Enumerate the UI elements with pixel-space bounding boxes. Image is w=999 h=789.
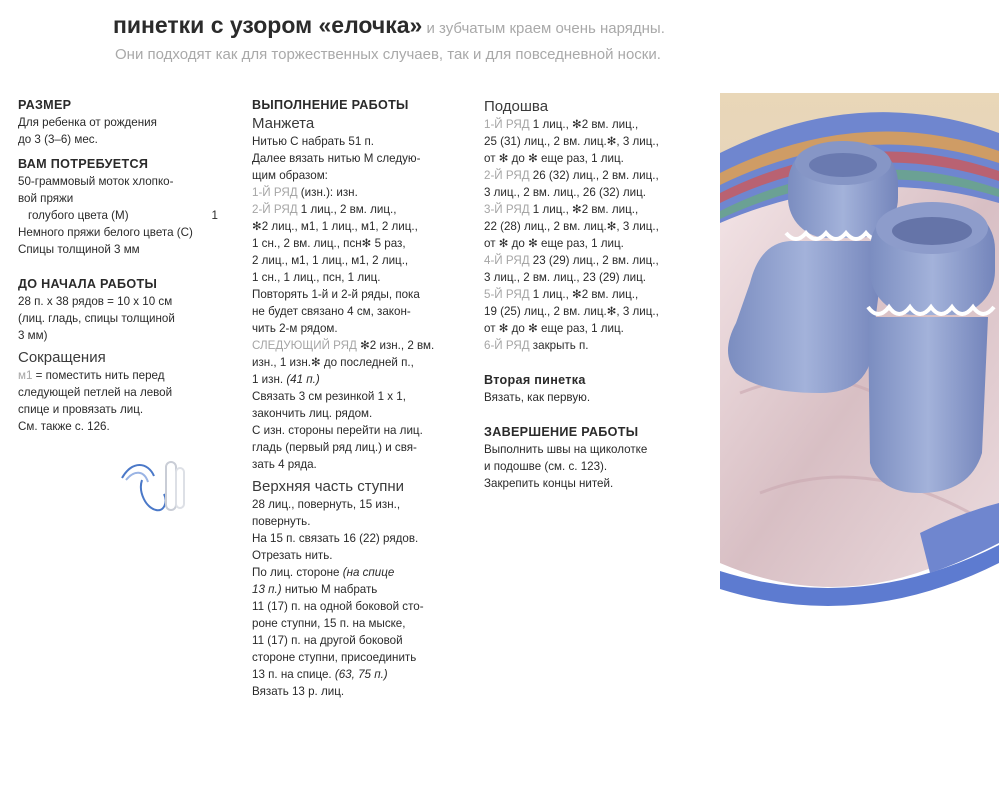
- work-heading: ВЫПОЛНЕНИЕ РАБОТЫ: [252, 98, 409, 112]
- instruction-line: 4-Й РЯД 23 (29) лиц., 2 вм. лиц.,: [484, 254, 659, 267]
- yarn-quantity: 1: [211, 209, 218, 222]
- instruction-line: 3 лиц., 2 вм. лиц., 23 (29) лиц.: [484, 271, 646, 284]
- instruction-line: гладь (первый ряд лиц.) и свя-: [252, 441, 417, 454]
- instruction-line: стороне ступни, присоединить: [252, 651, 417, 664]
- instruction-line: зать 4 ряда.: [252, 458, 317, 471]
- instruction-line: С изн. стороны перейти на лиц.: [252, 424, 423, 437]
- instruction-line: 1-Й РЯД (изн.): изн.: [252, 186, 358, 199]
- instruction-line: чить 2-м рядом.: [252, 322, 338, 335]
- materials-line: Немного пряжи белого цвета (С): [18, 226, 193, 239]
- instruction-line: Связать 3 см резинкой 1 х 1,: [252, 390, 406, 403]
- row-label: 2-Й РЯД: [484, 169, 530, 182]
- instruction-line: Выполнить швы на щиколотке: [484, 443, 648, 456]
- instruction-line: роне ступни, 15 п. на мыске,: [252, 617, 406, 630]
- instruction-line: 19 (25) лиц., 2 вм. лиц.✻, 3 лиц.,: [484, 305, 659, 318]
- row-label: 2-Й РЯД: [252, 203, 298, 216]
- materials-heading: ВАМ ПОТРЕБУЕТСЯ: [18, 157, 149, 171]
- gauge-line: (лиц. гладь, спицы толщиной: [18, 312, 175, 325]
- yarn-color-label: голубого цвета (М): [28, 209, 129, 222]
- materials-line: 50-граммовый моток хлопко-: [18, 175, 174, 188]
- instruction-line: 2-Й РЯД 1 лиц., 2 вм. лиц.,: [252, 203, 397, 216]
- row-label: СЛЕДУЮЩИЙ РЯД: [252, 339, 357, 352]
- abbreviation-line: следующей петлей на левой: [18, 386, 173, 399]
- size-line: до 3 (3–6) мес.: [18, 133, 98, 146]
- abbreviation-line: [18, 367, 240, 384]
- title-main: пинетки с узором «елочка»: [113, 12, 423, 38]
- stitch-count: (63, 75 п.): [334, 668, 388, 681]
- instruction-line: 11 (17) п. на одной боковой сто-: [252, 600, 424, 613]
- instruction-line: от ✻ до ✻ еще раз, 1 лиц.: [484, 322, 624, 335]
- instruction-line: 1 сн., 2 вм. лиц., псн✻ 5 раз,: [252, 237, 406, 250]
- page-subtitle: Они подходят как для торжественных случаев, так и для повседневной носки.: [115, 46, 661, 63]
- instruction-line: 25 (31) лиц., 2 вм. лиц.✻, 3 лиц.,: [484, 135, 659, 148]
- instep-heading: Верхняя часть ступни: [252, 478, 405, 495]
- instruction-line: 6-Й РЯД закрыть п.: [484, 339, 589, 352]
- instruction-line: Отрезать нить.: [252, 549, 333, 562]
- sole-heading: Подошва: [484, 98, 549, 115]
- materials-line: Спицы толщиной 3 мм: [18, 243, 140, 256]
- abbreviations-heading: Сокращения: [18, 349, 106, 366]
- cuff-heading: Манжета: [252, 115, 315, 132]
- abbreviation-line: спице и провязать лиц.: [18, 403, 144, 416]
- title-continuation: и зубчатым краем очень нарядны.: [422, 20, 665, 37]
- gauge-line: 28 п. х 38 рядов = 10 х 10 см: [18, 295, 173, 308]
- stitch-count: (41 п.): [286, 373, 320, 386]
- row-label: 1-Й РЯД: [252, 186, 298, 199]
- instruction-line: Вязать 13 р. лиц.: [252, 685, 345, 698]
- instruction-line: повернуть.: [252, 515, 311, 528]
- instruction-line: Далее вязать нитью М следую-: [252, 152, 421, 165]
- instruction-line: 13 п. на спице. (63, 75 п.): [252, 668, 388, 681]
- instruction-line: 5-Й РЯД 1 лиц., ✻2 вм. лиц.,: [484, 288, 639, 301]
- row-label: 6-Й РЯД: [484, 339, 530, 352]
- finishing-heading: ЗАВЕРШЕНИЕ РАБОТЫ: [484, 425, 639, 439]
- instruction-line: Вязать, как первую.: [484, 391, 591, 404]
- second-bootie-heading: Вторая пинетка: [484, 373, 586, 387]
- instruction-line: 1-Й РЯД 1 лиц., ✻2 вм. лиц.,: [484, 118, 639, 131]
- instruction-line: 28 лиц., повернуть, 15 изн.,: [252, 498, 401, 511]
- row-label: 1-Й РЯД: [484, 118, 530, 131]
- instruction-line: и подошве (см. с. 123).: [484, 460, 608, 473]
- gauge-heading: ДО НАЧАЛА РАБОТЫ: [18, 277, 158, 291]
- materials-line: вой пряжи: [18, 192, 74, 205]
- yarn-needle-icon: [118, 452, 188, 516]
- baby-booties-photo: [720, 93, 999, 614]
- instruction-line: СЛЕДУЮЩИЙ РЯД ✻2 изн., 2 вм.: [252, 339, 435, 352]
- instruction-line: Нитью С набрать 51 п.: [252, 135, 375, 148]
- instruction-line: 3-Й РЯД 1 лиц., ✻2 вм. лиц.,: [484, 203, 639, 216]
- abbreviation-definition: = поместить нить перед: [32, 369, 165, 382]
- instruction-line: закончить лиц. рядом.: [252, 407, 373, 420]
- column-instructions: [252, 97, 472, 700]
- instruction-line: от ✻ до ✻ еще раз, 1 лиц.: [484, 237, 624, 250]
- instruction-line: Повторять 1-й и 2-й ряды, пока: [252, 288, 420, 301]
- instruction-line: На 15 п. связать 16 (22) рядов.: [252, 532, 419, 545]
- column-materials: [18, 97, 240, 435]
- materials-line: [18, 207, 218, 224]
- row-label: 3-Й РЯД: [484, 203, 530, 216]
- abbreviation-term: м1: [18, 369, 33, 382]
- instruction-line: 11 (17) п. на другой боковой: [252, 634, 403, 647]
- instruction-line: По лиц. стороне (на спице: [252, 566, 395, 579]
- see-also-line: См. также с. 126.: [18, 420, 110, 433]
- instruction-line: не будет связано 4 см, закон-: [252, 305, 411, 318]
- row-label: 5-Й РЯД: [484, 288, 530, 301]
- instruction-line: 13 п.) нитью М набрать: [252, 583, 378, 596]
- instruction-line: изн., 1 изн.✻ до последней п.,: [252, 356, 414, 369]
- instruction-line: от ✻ до ✻ еще раз, 1 лиц.: [484, 152, 624, 165]
- instruction-line: 3 лиц., 2 вм. лиц., 26 (32) лиц.: [484, 186, 646, 199]
- instruction-line: ✻2 лиц., м1, 1 лиц., м1, 2 лиц.,: [252, 220, 418, 233]
- instruction-line: Закрепить концы нитей.: [484, 477, 614, 490]
- page-title: [113, 12, 993, 39]
- instruction-line: 1 изн. (41 п.): [252, 373, 320, 386]
- instruction-line: 2-Й РЯД 26 (32) лиц., 2 вм. лиц.,: [484, 169, 659, 182]
- instruction-line: 2 лиц., м1, 1 лиц., м1, 2 лиц.,: [252, 254, 409, 267]
- gauge-line: 3 мм): [18, 329, 48, 342]
- size-line: Для ребенка от рождения: [18, 116, 157, 129]
- row-label: 4-Й РЯД: [484, 254, 530, 267]
- column-sole: [484, 97, 710, 492]
- instruction-line: 22 (28) лиц., 2 вм. лиц.✻, 3 лиц.,: [484, 220, 659, 233]
- instruction-line: 1 сн., 1 лиц., псн, 1 лиц.: [252, 271, 381, 284]
- instruction-line: щим образом:: [252, 169, 328, 182]
- size-heading: РАЗМЕР: [18, 98, 72, 112]
